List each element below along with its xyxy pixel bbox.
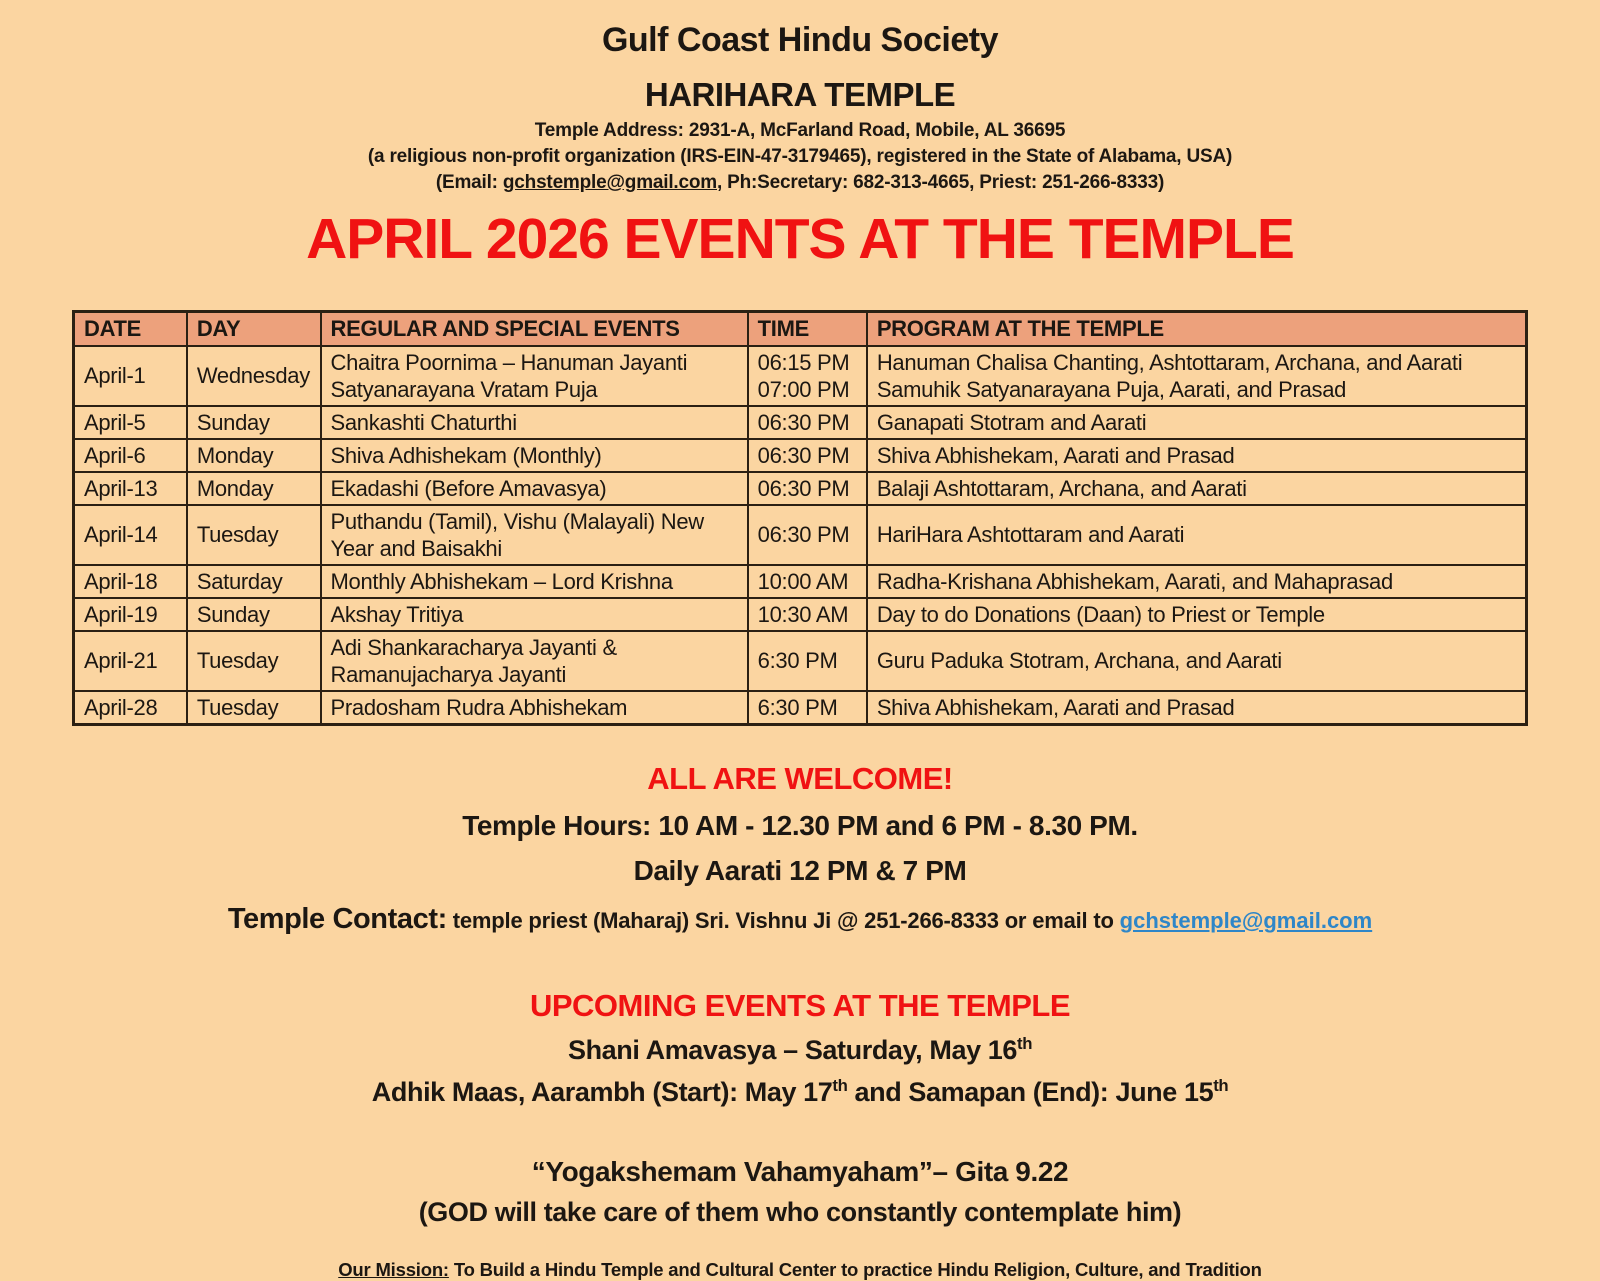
cell-time: 6:30 PM [748, 691, 867, 725]
mission-line [0, 1259, 1600, 1281]
cell-day: Saturday [187, 565, 321, 598]
registration-line: (a religious non-profit organization (IRS-EIN-47-3179465), registered in the State of Alabama, USA) [367, 145, 1233, 167]
table-row [74, 472, 1527, 505]
cell-date: April-1 [74, 346, 187, 406]
cell-events: Pradosham Rudra Abhishekam [321, 691, 748, 725]
cell-day: Tuesday [187, 631, 321, 691]
cell-time: 10:00 AM [748, 565, 867, 598]
col-header-day: DAY [187, 312, 321, 346]
upcoming-section [0, 987, 1600, 1109]
col-header-events: REGULAR AND SPECIAL EVENTS [321, 312, 748, 346]
cell-date: April-18 [74, 565, 187, 598]
temple-hours: Temple Hours: 10 AM - 12.30 PM and 6 PM - 8.30 PM. [462, 809, 1138, 841]
cell-events: Adi Shankaracharya Jayanti & Ramanujacharya Jayanti [321, 631, 748, 691]
temple-header [0, 20, 1600, 194]
organization-name: Gulf Coast Hindu Society [601, 21, 999, 59]
upcoming-headline: UPCOMING EVENTS AT THE TEMPLE [529, 987, 1071, 1023]
cell-time: 06:30 PM [748, 406, 867, 439]
cell-time: 06:30 PM [748, 439, 867, 472]
cell-events: Akshay Tritiya [321, 598, 748, 631]
quote-section [0, 1155, 1600, 1229]
cell-day: Sunday [187, 598, 321, 631]
cell-events: Ekadashi (Before Amavasya) [321, 472, 748, 505]
cell-program: Day to do Donations (Daan) to Priest or Temple [867, 598, 1527, 631]
welcome-headline: ALL ARE WELCOME! [647, 760, 953, 796]
events-table [72, 310, 1528, 726]
temple-contact-label: Temple Contact: [227, 902, 447, 935]
cell-program: Hanuman Chalisa Chanting, Ashtottaram, Archana, and Aarati Samuhik Satyanarayana Puja, Aarati, and Prasad [867, 346, 1527, 406]
welcome-section [0, 760, 1600, 937]
ordinal-suffix: th [1017, 1033, 1033, 1053]
col-header-program: PROGRAM AT THE TEMPLE [867, 312, 1527, 346]
cell-time: 6:30 PM [748, 631, 867, 691]
cell-day: Tuesday [187, 691, 321, 725]
table-row [74, 406, 1527, 439]
ordinal-suffix: th [1213, 1076, 1229, 1096]
cell-events: Sankashti Chaturthi [321, 406, 748, 439]
cell-events: Chaitra Poornima – Hanuman Jayanti Satyanarayana Vratam Puja [321, 346, 748, 406]
header-email-link[interactable]: gchstemple@gmail.com [502, 172, 717, 194]
cell-events: Puthandu (Tamil), Vishu (Malayali) New Year and Baisakhi [321, 505, 748, 565]
cell-program: Guru Paduka Stotram, Archana, and Aarati [867, 631, 1527, 691]
gita-quote: “Yogakshemam Vahamyaham”– Gita 9.22 [531, 1155, 1069, 1187]
cell-program: Radha-Krishana Abhishekam, Aarati, and Mahaprasad [867, 565, 1527, 598]
cell-events: Monthly Abhishekam – Lord Krishna [321, 565, 748, 598]
upcoming-event-1 [0, 1034, 1600, 1066]
upcoming-event-1-text: Shani Amavasya – Saturday, May 16 [567, 1034, 1018, 1065]
cell-date: April-28 [74, 691, 187, 725]
cell-date: April-14 [74, 505, 187, 565]
cell-date: April-13 [74, 472, 187, 505]
table-row [74, 505, 1527, 565]
page-title: APRIL 2026 EVENTS AT THE TEMPLE [306, 207, 1294, 272]
cell-date: April-21 [74, 631, 187, 691]
col-header-time: TIME [748, 312, 867, 346]
mission-text: To Build a Hindu Temple and Cultural Center to practice Hindu Religion, Culture, and Tradition [448, 1258, 1262, 1280]
contact-email-link[interactable]: gchstemple@gmail.com [1119, 907, 1373, 933]
cell-time: 06:15 PM 07:00 PM [748, 346, 867, 406]
cell-events: Shiva Adhishekam (Monthly) [321, 439, 748, 472]
cell-day: Tuesday [187, 505, 321, 565]
cell-time: 06:30 PM [748, 472, 867, 505]
table-row [74, 439, 1527, 472]
table-row [74, 346, 1527, 406]
header-contact-line [0, 171, 1600, 194]
temple-contact-line [0, 902, 1600, 937]
upcoming-event-2-part1: Adhik Maas, Aarambh (Start): May 17 [371, 1077, 833, 1108]
cell-day: Monday [187, 472, 321, 505]
table-header-row [74, 312, 1527, 346]
temple-contact-text: temple priest (Maharaj) Sri. Vishnu Ji @ 251-266-8333 or email to [446, 907, 1120, 933]
table-row [74, 598, 1527, 631]
table-row [74, 691, 1527, 725]
cell-day: Monday [187, 439, 321, 472]
cell-program: Shiva Abhishekam, Aarati and Prasad [867, 691, 1527, 725]
contact-prefix: (Email: [435, 172, 503, 194]
contact-suffix: , Ph:Secretary: 682-313-4665, Priest: 251-266-8333) [716, 172, 1165, 194]
cell-program: Ganapati Stotram and Aarati [867, 406, 1527, 439]
cell-date: April-19 [74, 598, 187, 631]
cell-program: HariHara Ashtottaram and Aarati [867, 505, 1527, 565]
cell-time: 10:30 AM [748, 598, 867, 631]
table-row [74, 565, 1527, 598]
cell-program: Balaji Ashtottaram, Archana, and Aarati [867, 472, 1527, 505]
cell-date: April-6 [74, 439, 187, 472]
cell-program: Shiva Abhishekam, Aarati and Prasad [867, 439, 1527, 472]
mission-label: Our Mission: [338, 1258, 449, 1280]
col-header-date: DATE [74, 312, 187, 346]
daily-aarati: Daily Aarati 12 PM & 7 PM [633, 855, 967, 887]
cell-day: Wednesday [187, 346, 321, 406]
ordinal-suffix: th [832, 1076, 848, 1096]
upcoming-event-2 [0, 1076, 1600, 1108]
table-row [74, 631, 1527, 691]
upcoming-event-2-part2: and Samapan (End): June 15 [847, 1077, 1214, 1108]
cell-time: 06:30 PM [748, 505, 867, 565]
cell-date: April-5 [74, 406, 187, 439]
temple-address: Temple Address: 2931-A, McFarland Road, Mobile, AL 36695 [534, 119, 1066, 141]
cell-day: Sunday [187, 406, 321, 439]
temple-name: HARIHARA TEMPLE [644, 76, 956, 114]
gita-translation: (GOD will take care of them who constantly contemplate him) [418, 1197, 1182, 1228]
